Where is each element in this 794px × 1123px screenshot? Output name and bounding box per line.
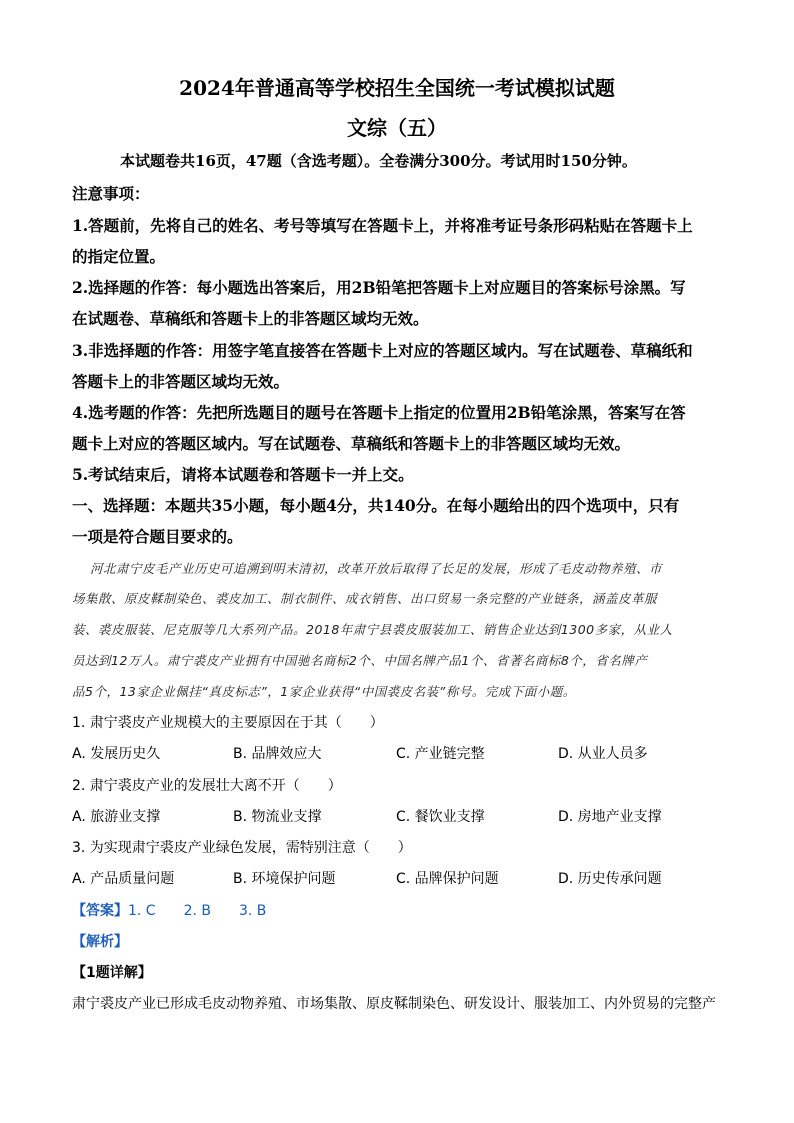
section-heading-cont: 一项是符合题目要求的。 [72, 527, 243, 546]
notice-line: 在试题卷、草稿纸和答题卡上的非答题区域均无效。 [72, 309, 429, 328]
option-a: A. 发展历史久 [72, 746, 161, 762]
material-line: 场集散、原皮鞣制染色、裘皮加工、制衣制件、成衣销售、出口贸易一条完整的产业链条，涵盖皮革服 [72, 591, 658, 606]
option-c: C. 产业链完整 [396, 746, 485, 762]
notice-line: 1.答题前，先将自己的姓名、考号等填写在答题卡上，并将准考证号条形码粘贴在答题卡上 [72, 216, 693, 235]
question-stem: 1. 肃宁裘皮产业规模大的主要原因在于其（ ） [72, 715, 384, 731]
section-heading: 一、选择题：本题共35小题，每小题4分，共140分。在每小题给出的四个选项中，只有 [72, 496, 680, 515]
notice-line: 2.选择题的作答：每小题选出答案后，用2B铅笔把答题卡上对应题目的答案标号涂黑。写 [72, 278, 686, 297]
notice-line: 的指定位置。 [72, 247, 166, 266]
option-b: B. 环境保护问题 [233, 871, 336, 887]
answer-line [72, 900, 266, 920]
option-a: A. 产品质量问题 [72, 871, 175, 887]
option-d: D. 从业人员多 [558, 746, 648, 762]
notice-line: 3.非选择题的作答：用签字笔直接答在答题卡上对应的答题区域内。写在试题卷、草稿纸和 [72, 341, 693, 360]
notice-line: 5.考试结束后，请将本试题卷和答题卡一并上交。 [72, 465, 414, 484]
option-b: B. 品牌效应大 [233, 746, 322, 762]
exam-intro: 本试题卷共16页，47题（含选考题）。全卷满分300分。考试用时150分钟。 [120, 152, 637, 170]
material-line: 品5个，13家企业佩挂“真皮标志”，1家企业获得“中国裘皮名装”称号。完成下面小题。 [72, 684, 576, 699]
notice-line: 答题卡上的非答题区域均无效。 [72, 372, 290, 391]
notice-line: 4.选考题的作答：先把所选题目的题号在答题卡上指定的位置用2B铅笔涂黑，答案写在答 [72, 403, 686, 422]
material-line: 河北肃宁皮毛产业历史可追溯到明末清初，改革开放后取得了长足的发展，形成了毛皮动物养殖、市 [90, 561, 663, 576]
answer-label: 【答案】 [72, 903, 128, 919]
notice-heading: 注意事项： [72, 184, 150, 203]
analysis-text: 肃宁裘皮产业已形成毛皮动物养殖、市场集散、原皮鞣制染色、研发设计、服装加工、内外贸易的完整产 [72, 996, 716, 1012]
exam-subtitle: 文综（五） [347, 116, 447, 140]
notice-line: 题卡上对应的答题区域内。写在试题卷、草稿纸和答题卡上的非答题区域均无效。 [72, 434, 631, 453]
exam-title: 2024年普通高等学校招生全国统一考试模拟试题 [179, 76, 615, 100]
option-b: B. 物流业支撑 [233, 809, 322, 825]
detail-label: 【1题详解】 [72, 965, 152, 981]
question-stem: 2. 肃宁裘皮产业的发展壮大离不开（ ） [72, 778, 342, 794]
option-a: A. 旅游业支撑 [72, 809, 161, 825]
material-line: 员达到12万人。肃宁裘皮产业拥有中国驰名商标2个、中国名牌产品1个、省著名商标8个，省名牌产 [72, 653, 648, 668]
answer-values: 1. C 2. B 3. B [128, 903, 267, 919]
material-line: 装、裘皮服装、尼克服等几大系列产品。2018年肃宁县裘皮服装加工、销售企业达到1300多家，从业人 [72, 622, 673, 637]
option-d: D. 房地产业支撑 [558, 809, 662, 825]
option-d: D. 历史传承问题 [558, 871, 662, 887]
question-stem: 3. 为实现肃宁裘皮产业绿色发展，需特别注意（ ） [72, 840, 412, 856]
option-c: C. 品牌保护问题 [396, 871, 499, 887]
option-c: C. 餐饮业支撑 [396, 809, 485, 825]
analysis-label: 【解析】 [72, 934, 128, 950]
